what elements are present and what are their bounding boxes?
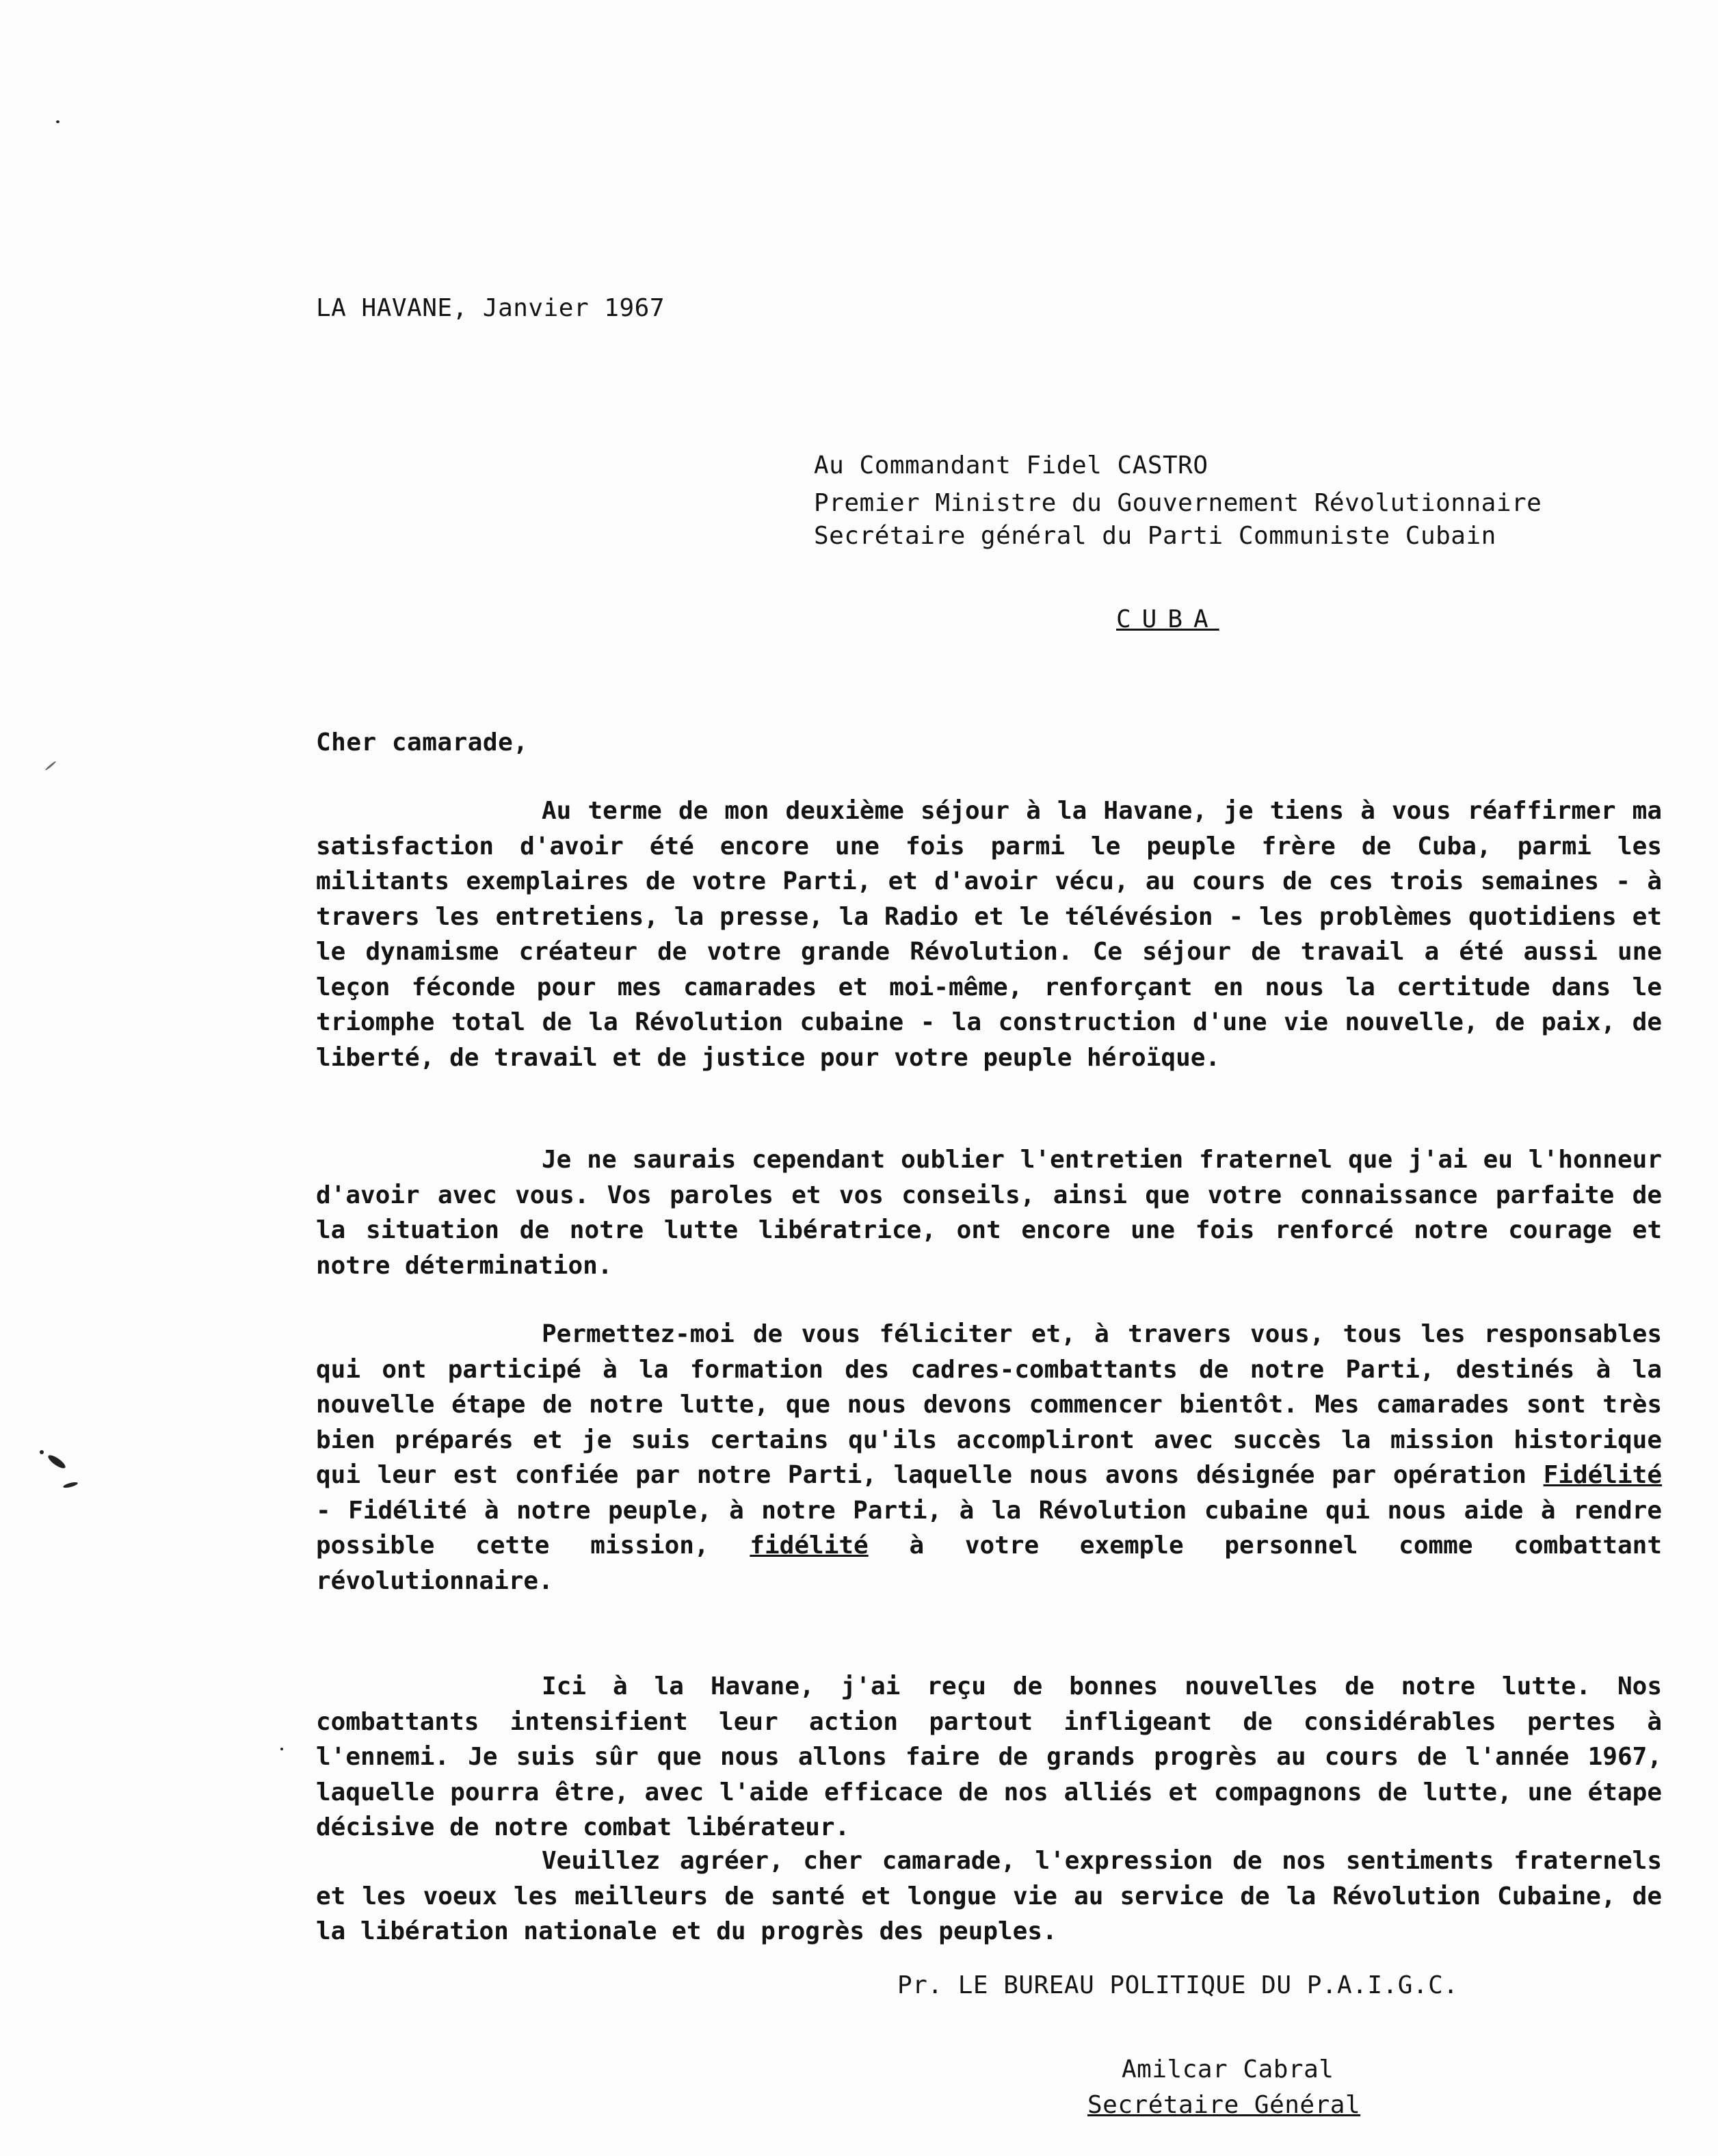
paragraph-3-text-c: à votre exemple personnel comme combattant révolutionnaire. [316,1531,1662,1595]
scan-speck [63,1481,79,1488]
paragraph-3-text-b: - Fidélité à notre peuple, à notre Parti, à la Révolution cubaine qui nous aide à rendre possible cette mission, [316,1496,1662,1560]
scan-speck [56,120,60,123]
paragraph-4 [316,1669,1662,1845]
paragraph-2 [316,1142,1662,1283]
paragraph-1 [316,793,1662,1075]
signoff: Pr. LE BUREAU POLITIQUE DU P.A.I.G.C. [897,1971,1459,1999]
paragraph-5 [316,1843,1662,1949]
paragraph-5-text: Veuillez agréer, cher camarade, l'expression de nos sentiments fraternels et les voeux les meilleurs de santé et longue vie au service de la Révolution Cubaine, de la libération nationale et du progrès des peuples. [316,1847,1662,1945]
paragraph-3-text-a: Permettez-moi de vous féliciter et, à travers vous, tous les responsables qui ont participé à la formation des cadres-combattants de notre Parti, destinés à la nouvelle étape de notre lutte, que nous devons commencer bientôt. Mes camarades sont très bien préparés et je suis certains qu'ils accompliront avec succès la mission historique qui leur est confiée par notre Parti, laquelle nous avons désignée par opération [316,1320,1662,1489]
recipient-line-1: Au Commandant Fidel CASTRO [814,451,1208,479]
paragraph-2-text: Je ne saurais cependant oublier l'entretien fraternel que j'ai eu l'honneur d'avoir avec vous. Vos paroles et vos conseils, ainsi que votre connaissance parfaite de la situation de notre lutte libératrice, ont encore une fois renforcé notre courage et notre détermination. [316,1146,1662,1280]
recipient-line-3: Secrétaire général du Parti Communiste Cubain [814,522,1496,550]
signer-title: Secrétaire Général [1087,2091,1361,2119]
scan-speck [40,1450,44,1454]
paragraph-1-text: Au terme de mon deuxième séjour à la Havane, je tiens à vous réaffirmer ma satisfaction d'avoir été encore une fois parmi le peuple frère de Cuba, parmi les militants exemplaires de votre Parti, et d'avoir vécu, au cours de ces trois semaines - à travers les entretiens, la presse, la Radio et le télévésion - les problèmes quotidiens et le dynamisme créateur de votre grande Révolution. Ce séjour de travail a été aussi une leçon féconde pour mes camarades et moi-même, renforçant en nous la certitude dans le triomphe total de la Révolution cubaine - la construction d'une vie nouvelle, de paix, de liberté, de travail et de justice pour votre peuple héroïque. [316,797,1662,1072]
signer-name: Amilcar Cabral [1122,2055,1334,2083]
fidelite-underlined-2: fidélité [750,1531,869,1560]
paragraph-3 [316,1317,1662,1599]
paragraph-4-text: Ici à la Havane, j'ai reçu de bonnes nouvelles de notre lutte. Nos combattants intensifient leur action partout infligeant de considérables pertes à l'ennemi. Je suis sûr que nous allons faire de grands progrès au cours de l'année 1967, laquelle pourra être, avec l'aide efficace de nos alliés et compagnons de lutte, une étape décisive de notre combat libérateur. [316,1672,1662,1841]
fidelite-underlined-1: Fidélité [1543,1461,1662,1489]
dateline: LA HAVANE, Janvier 1967 [316,294,665,322]
scan-speck [44,761,56,771]
recipient-country: CUBA [1116,605,1219,633]
salutation: Cher camarade, [316,728,529,757]
scan-speck [280,1748,283,1750]
scan-speck [47,1453,67,1470]
recipient-line-2: Premier Ministre du Gouvernement Révolutionnaire [814,489,1542,517]
